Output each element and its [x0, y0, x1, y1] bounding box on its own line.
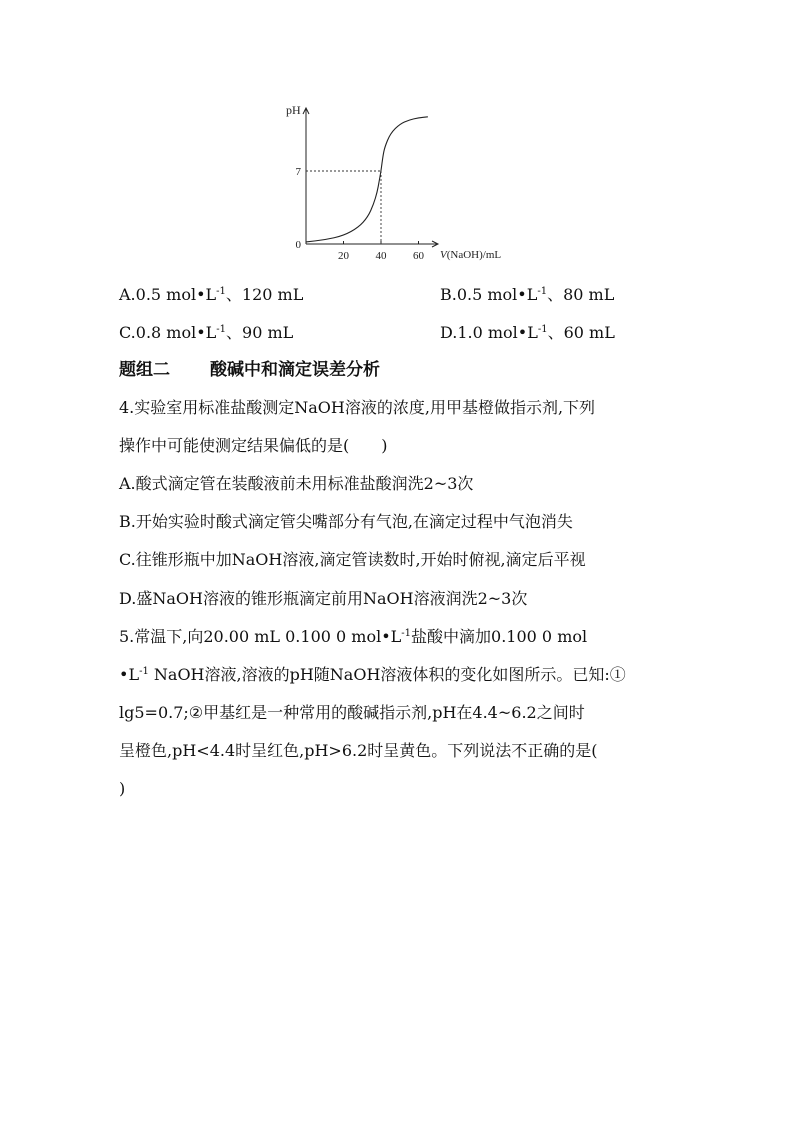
q5-stem-line1: 5.常温下,向20.00 mL 0.100 0 $mol•L^{-1}$盐酸中滴加0.100 0 mol — [119, 627, 588, 646]
y-tick-label-7: 7 — [295, 166, 301, 178]
section-label: 题组二 — [119, 360, 170, 380]
y-tick-label-0: 0 — [295, 239, 301, 251]
q4-stem-line2: 操作中可能使测定结果偏低的是( ) — [119, 436, 388, 455]
x-axis-label-var: V — [440, 249, 447, 261]
titration-chart — [270, 98, 520, 268]
q4-option-a: A.酸式滴定管在装酸液前未用标准盐酸润洗2~3次 — [119, 474, 474, 493]
option-d: D.1.0 $mol•L^{-1}$、60 mL — [440, 323, 615, 342]
q4-option-c: C.往锥形瓶中加NaOH溶液,滴定管读数时,开始时俯视,滴定后平视 — [119, 550, 586, 569]
option-b: B.0.5 $mol•L^{-1}$、80 mL — [440, 285, 615, 304]
q4-option-d: D.盛NaOH溶液的锥形瓶滴定前用NaOH溶液润洗2~3次 — [119, 589, 528, 608]
x-axis-label-unit: (NaOH)/mL — [446, 249, 502, 261]
section-heading — [119, 360, 380, 380]
q4-option-b: B.开始实验时酸式滴定管尖嘴部分有气泡,在滴定过程中气泡消失 — [119, 512, 573, 531]
option-a: A.0.5 $mol•L^{-1}$、120 mL — [119, 285, 304, 304]
option-c: C.0.8 $mol•L^{-1}$、90 mL — [119, 323, 294, 342]
x-tick-label-60: 60 — [413, 250, 424, 262]
x-axis-label — [440, 249, 501, 261]
y-axis-label: pH — [286, 103, 301, 117]
titration-curve — [306, 117, 428, 242]
q4-stem-line1: 4.实验室用标准盐酸测定NaOH溶液的浓度,用甲基橙做指示剂,下列 — [119, 398, 596, 417]
q5-stem-line2: $•L^{-1}$ NaOH溶液,溶液的pH随NaOH溶液体积的变化如图所示。已知:① — [119, 665, 626, 684]
q5-stem-line5: ) — [119, 779, 126, 798]
q5-stem-line4: 呈橙色,pH<4.4时呈红色,pH>6.2时呈黄色。下列说法不正确的是( — [119, 741, 598, 760]
x-tick-label-20: 20 — [338, 250, 349, 262]
q5-stem-line3: lg5=0.7;②甲基红是一种常用的酸碱指示剂,pH在4.4~6.2之间时 — [119, 703, 585, 722]
x-tick-label-40: 40 — [375, 250, 387, 262]
section-title: 酸碱中和滴定误差分析 — [210, 360, 380, 380]
